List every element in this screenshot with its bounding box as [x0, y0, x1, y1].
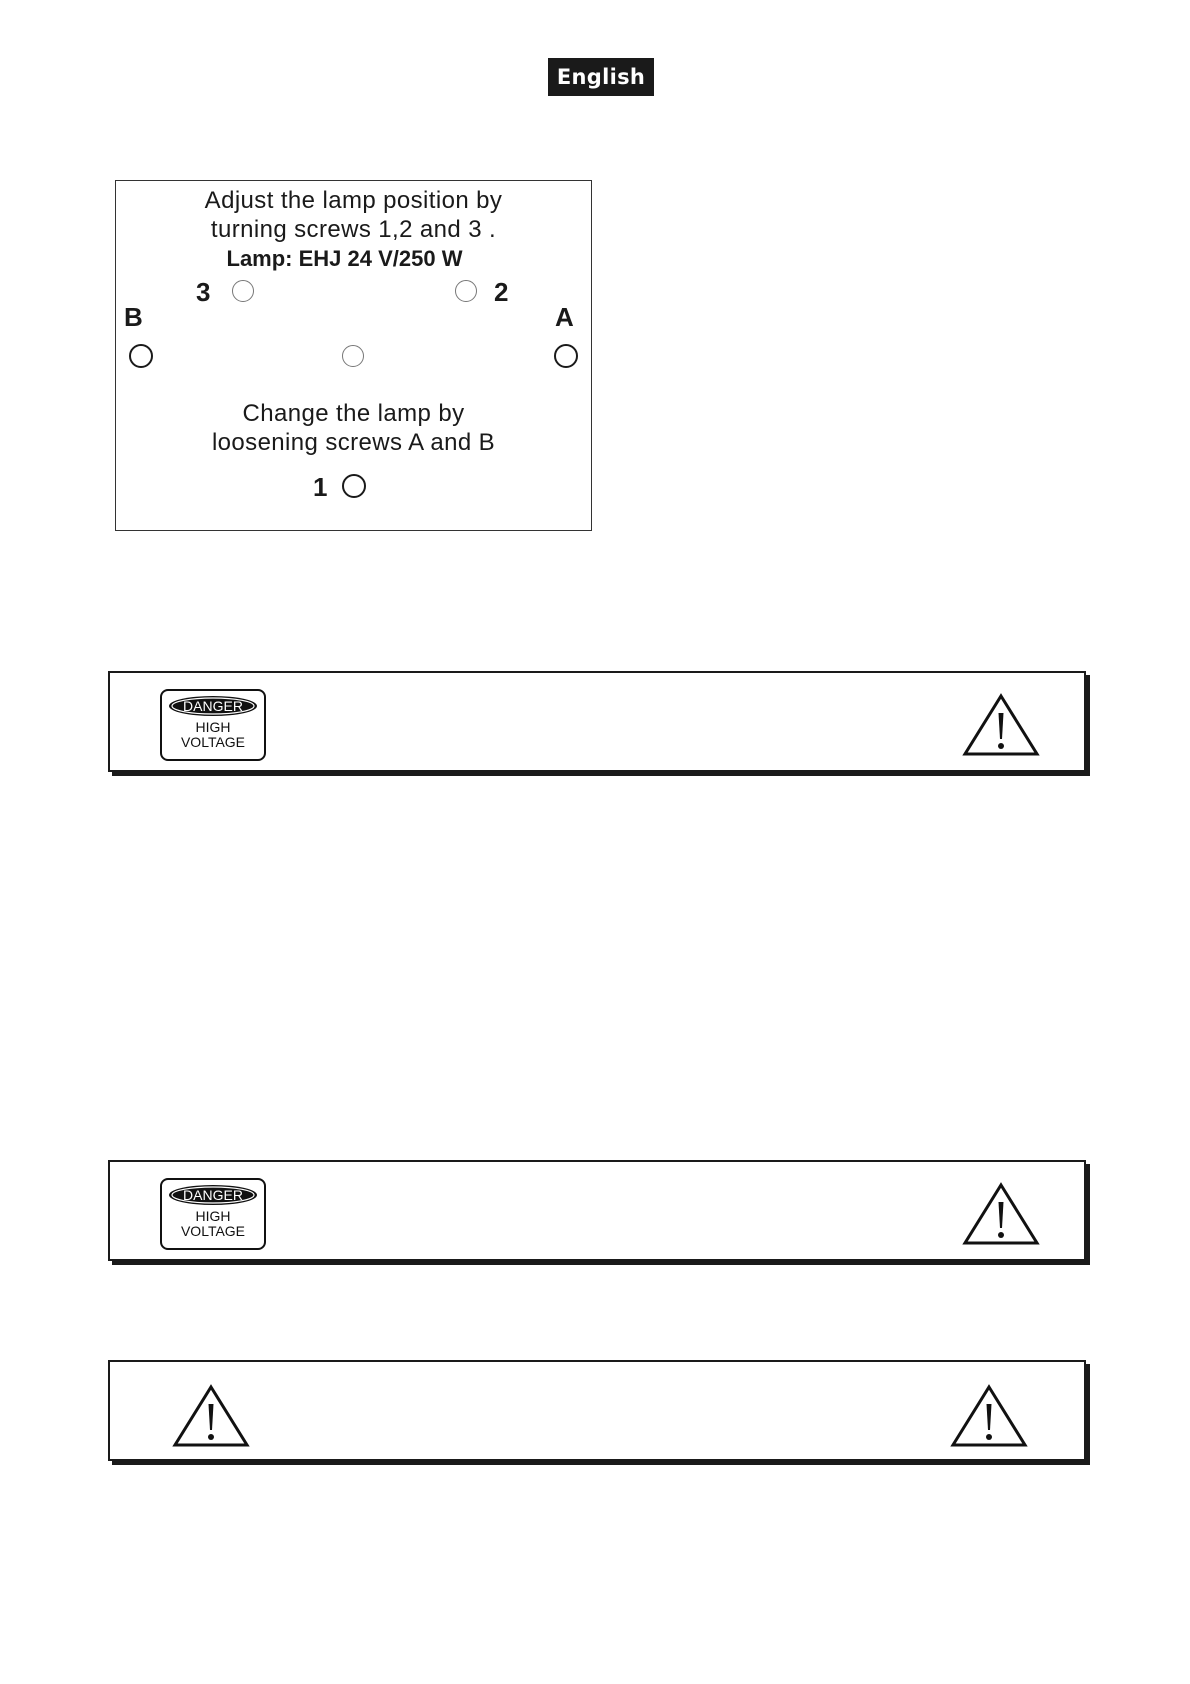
warning-box-3	[108, 1360, 1086, 1461]
screw-3-circle	[232, 280, 254, 302]
screw-2-label: 2	[494, 277, 509, 307]
change-line-2: loosening screws A and B	[211, 429, 496, 456]
svg-text:VOLTAGE: VOLTAGE	[180, 1223, 246, 1239]
danger-high-voltage-icon	[160, 1178, 266, 1250]
svg-text:HIGH: HIGH	[195, 719, 231, 735]
adjust-instruction	[116, 186, 591, 244]
warning-box-2	[108, 1160, 1086, 1261]
adjust-line-1: Adjust the lamp position by	[204, 187, 503, 214]
screw-a-label: A	[555, 302, 574, 332]
danger-high-voltage-icon	[160, 689, 266, 761]
center-screw-circle	[342, 345, 364, 367]
screw-3-label: 3	[196, 277, 211, 307]
warning-box-1	[108, 671, 1086, 772]
warning-triangle-icon	[950, 1384, 1028, 1448]
warning-triangle-icon	[962, 1182, 1040, 1246]
svg-text:DANGER: DANGER	[183, 698, 243, 714]
screw-1-circle	[342, 474, 366, 498]
screw-2-circle	[455, 280, 477, 302]
warning-triangle-icon	[172, 1384, 250, 1448]
screw-b-label: B	[124, 302, 143, 332]
svg-text:HIGH: HIGH	[195, 1208, 231, 1224]
screw-1-label: 1	[313, 472, 328, 502]
warning-triangle-icon	[962, 693, 1040, 757]
svg-text:DANGER: DANGER	[183, 1187, 243, 1203]
change-instruction	[116, 399, 591, 457]
screw-b-circle	[129, 344, 153, 368]
adjust-line-2: turning screws 1,2 and 3 .	[210, 216, 497, 243]
screw-a-circle	[554, 344, 578, 368]
change-line-1: Change the lamp by	[242, 400, 465, 427]
lamp-spec: Lamp: EHJ 24 V/250 W	[226, 246, 463, 271]
language-badge: English	[548, 58, 654, 96]
lamp-adjustment-diagram	[115, 180, 592, 531]
svg-text:VOLTAGE: VOLTAGE	[180, 734, 246, 750]
